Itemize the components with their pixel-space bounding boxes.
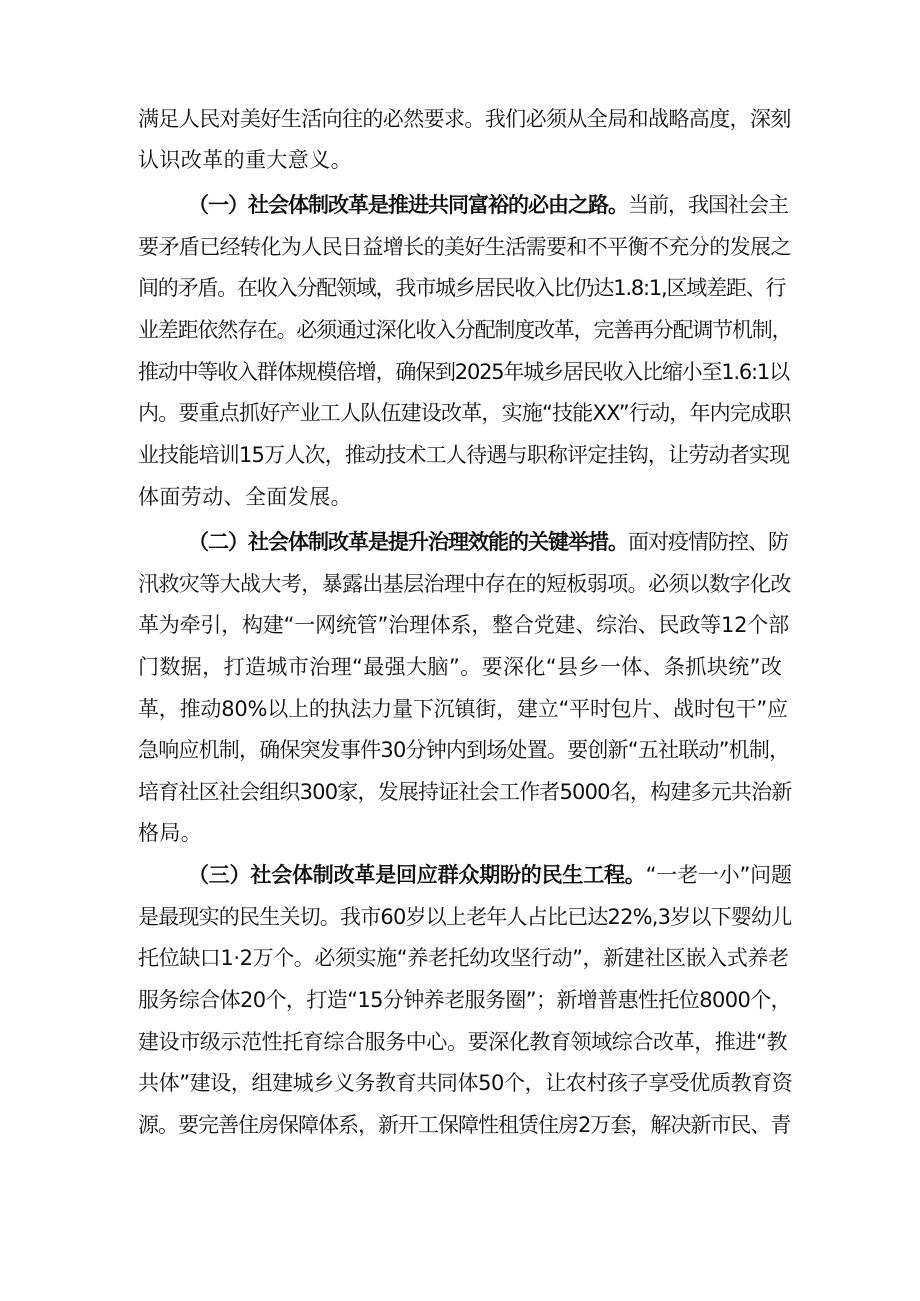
section-3-line: 建设市级示范性托育综合服务中心。要深化教育领域综合改革，推进“教 — [138, 1030, 788, 1054]
section-3-first-line-text: “一老一小”问题 — [645, 863, 792, 887]
section-1-first-line-text: 当前，我国社会主 — [628, 193, 788, 217]
section-1-line: 推动中等收入群体规模倍增，确保到2025年城乡居民收入比缩小至1.6:1以 — [138, 360, 789, 384]
section-3-line: 托位缺口1·2万个。必须实施“养老托幼攻坚行动”，新建社区嵌入式养老 — [138, 946, 789, 970]
section-3-first-line — [188, 860, 792, 890]
section-1-line: 业技能培训15万人次，推动技术工人待遇与职称评定挂钩，让劳动者实现 — [138, 443, 790, 467]
section-2-line: 门数据，打造城市治理“最强大脑”。要深化“县乡一体、条抓块统”改 — [138, 655, 783, 679]
section-1-heading: （一）社会体制改革是推进共同富裕的必由之路。 — [188, 193, 628, 217]
section-2-line: 革为牵引，构建“一网统管”治理体系，整合党建、综治、民政等12个部 — [138, 613, 789, 637]
section-1-line: 间的矛盾。在收入分配领域，我市城乡居民收入比仍达1.8:1,区域差距、行 — [138, 276, 786, 300]
section-3-line: 服务综合体20个，打造“15分钟养老服务圈”；新增普惠性托位8000个， — [138, 988, 792, 1012]
section-3-line: 源。要完善住房保障体系，新开工保障性租赁住房2万套，解决新市民、青 — [138, 1113, 791, 1137]
intro-line: 满足人民对美好生活向往的必然要求。我们必须从全局和战略高度，深刻 — [138, 107, 791, 131]
section-2-first-line — [188, 527, 788, 557]
intro-line: 认识改革的重大意义。 — [138, 148, 352, 172]
section-2-line: 汛救灾等大战大考，暴露出基层治理中存在的短板弱项。必须以数字化改 — [138, 572, 791, 596]
section-2-first-line-text: 面对疫情防控、防 — [628, 530, 788, 554]
section-2-line: 培育社区社会组织300家，发展持证社会工作者5000名，构建多元共治新 — [138, 780, 792, 804]
section-2-line: 革，推动80%以上的执法力量下沉镇街，建立“平时包片、战时包干”应 — [138, 697, 788, 721]
section-2-line: 急响应机制，确保突发事件30分钟内到场处置。要创新“五社联动”机制， — [138, 738, 790, 762]
section-3-line: 共体”建设，组建城乡义务教育共同体50个，让农村孩子享受优质教育资 — [138, 1071, 793, 1095]
section-1-line: 体面劳动、全面发展。 — [138, 485, 352, 509]
section-1-first-line — [188, 190, 788, 220]
section-2-line: 格局。 — [138, 821, 203, 845]
section-3-heading: （三）社会体制改革是回应群众期盼的民生工程。 — [188, 863, 646, 887]
section-1-line: 要矛盾已经转化为人民日益增长的美好生活需要和不平衡不充分的发展之 — [138, 235, 791, 259]
section-2-heading: （二）社会体制改革是提升治理效能的关键举措。 — [188, 530, 628, 554]
section-1-line: 内。要重点抓好产业工人队伍建设改革，实施“技能XX”行动，年内完成职 — [138, 401, 791, 425]
section-1-line: 业差距依然存在。必须通过深化收入分配制度改革，完善再分配调节机制， — [138, 318, 792, 342]
section-3-line: 是最现实的民生关切。我市60岁以上老年人占比已达22%,3岁以下婴幼儿 — [138, 905, 792, 929]
